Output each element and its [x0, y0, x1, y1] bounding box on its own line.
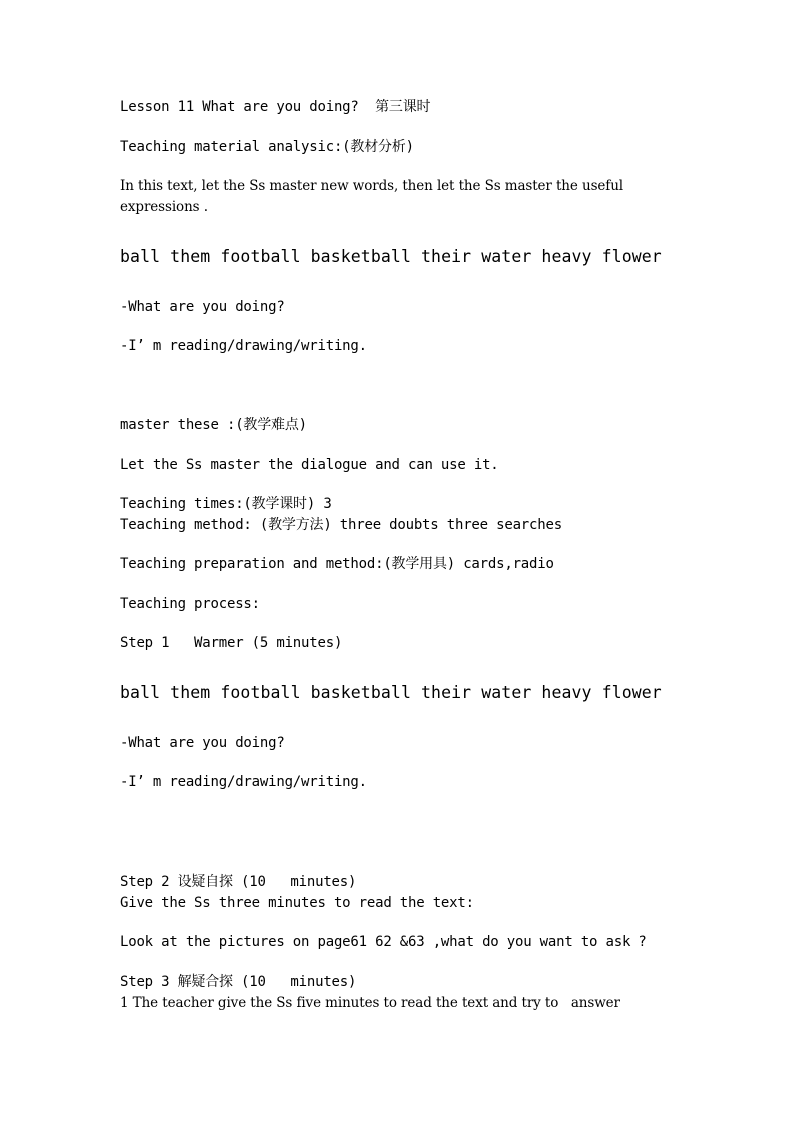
teaching-preparation: Teaching preparation and method:(教学用具) cards,radio: [120, 556, 554, 572]
material-analysis-label: Teaching material analysic:(教材分析): [120, 139, 414, 155]
teaching-method: Teaching method: (教学方法) three doubts three searches: [120, 517, 562, 533]
dialogue-question-1: -What are you doing?: [120, 299, 285, 315]
teaching-times: Teaching times:(教学课时) 3: [120, 496, 332, 512]
analysis-text-line-2: expressions .: [120, 199, 208, 215]
difficulty-label: master these :(教学难点): [120, 417, 307, 433]
dialogue-question-2: -What are you doing?: [120, 735, 285, 751]
step-2-text: Give the Ss three minutes to read the text:: [120, 895, 474, 911]
step-1-heading: Step 1 Warmer (5 minutes): [120, 635, 343, 651]
analysis-text-line-1: In this text, let the Ss master new words, then let the Ss master the useful: [120, 178, 624, 194]
teaching-process-heading: Teaching process:: [120, 596, 260, 612]
vocabulary-words-2: ball them football basketball their water heavy flower: [120, 683, 662, 702]
dialogue-answer-2: -I’ m reading/drawing/writing.: [120, 774, 367, 790]
step-3-text: 1 The teacher give the Ss five minutes to read the text and try to answer: [120, 995, 620, 1011]
step-3-heading: Step 3 解疑合探 (10 minutes): [120, 974, 357, 990]
step-2-heading: Step 2 设疑自探 (10 minutes): [120, 874, 357, 890]
step-2-question: Look at the pictures on page61 62 &63 ,what do you want to ask ?: [120, 934, 647, 950]
vocabulary-words-1: ball them football basketball their water heavy flower: [120, 247, 662, 266]
dialogue-answer-1: -I’ m reading/drawing/writing.: [120, 338, 367, 354]
difficulty-text: Let the Ss master the dialogue and can use it.: [120, 457, 499, 473]
lesson-title: Lesson 11 What are you doing? 第三课时: [120, 99, 431, 115]
